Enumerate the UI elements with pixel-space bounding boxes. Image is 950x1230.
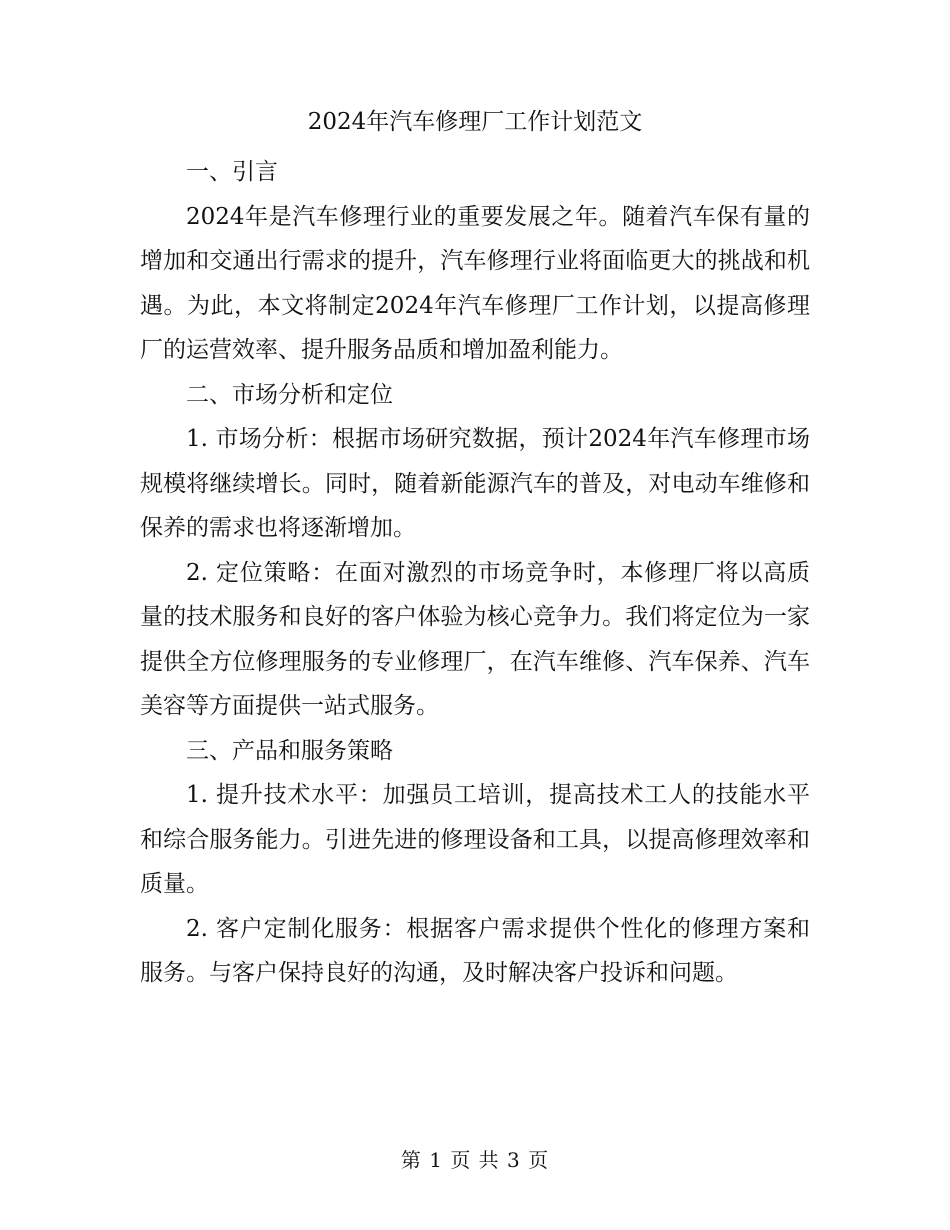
document-body bbox=[140, 150, 810, 996]
paragraph: 2. 客户定制化服务：根据客户需求提供个性化的修理方案和服务。与客户保持良好的沟通，及时解决客户投诉和问题。 bbox=[140, 915, 810, 986]
section-heading-products: 三、产品和服务策略 bbox=[186, 737, 393, 764]
page-number-footer: 第 1 页 共 3 页 bbox=[400, 1148, 550, 1172]
section-heading-intro: 一、引言 bbox=[186, 159, 278, 185]
paragraph: 1. 市场分析：根据市场研究数据，预计2024年汽车修理市场规模将继续增长。同时，随着新能源汽车的普及，对电动车维修和保养的需求也将逐渐增加。 bbox=[140, 426, 810, 541]
document-title: 2024年汽车修理厂工作计划范文 bbox=[307, 109, 643, 135]
paragraph: 2024年是汽车修理行业的重要发展之年。随着汽车保有量的增加和交通出行需求的提升，汽车修理行业将面临更大的挑战和机遇。为此，本文将制定2024年汽车修理厂工作计划，以提高修理厂的运营效率、提升服务品质和增加盈利能力。 bbox=[140, 203, 810, 363]
section-heading-market: 二、市场分析和定位 bbox=[186, 381, 393, 408]
paragraph: 1. 提升技术水平：加强员工培训，提高技术工人的技能水平和综合服务能力。引进先进的修理设备和工具，以提高修理效率和质量。 bbox=[140, 782, 810, 897]
paragraph: 2. 定位策略：在面对激烈的市场竞争时，本修理厂将以高质量的技术服务和良好的客户体验为核心竞争力。我们将定位为一家提供全方位修理服务的专业修理厂，在汽车维修、汽车保养、汽车美容等方面提供一站式服务。 bbox=[140, 559, 810, 719]
